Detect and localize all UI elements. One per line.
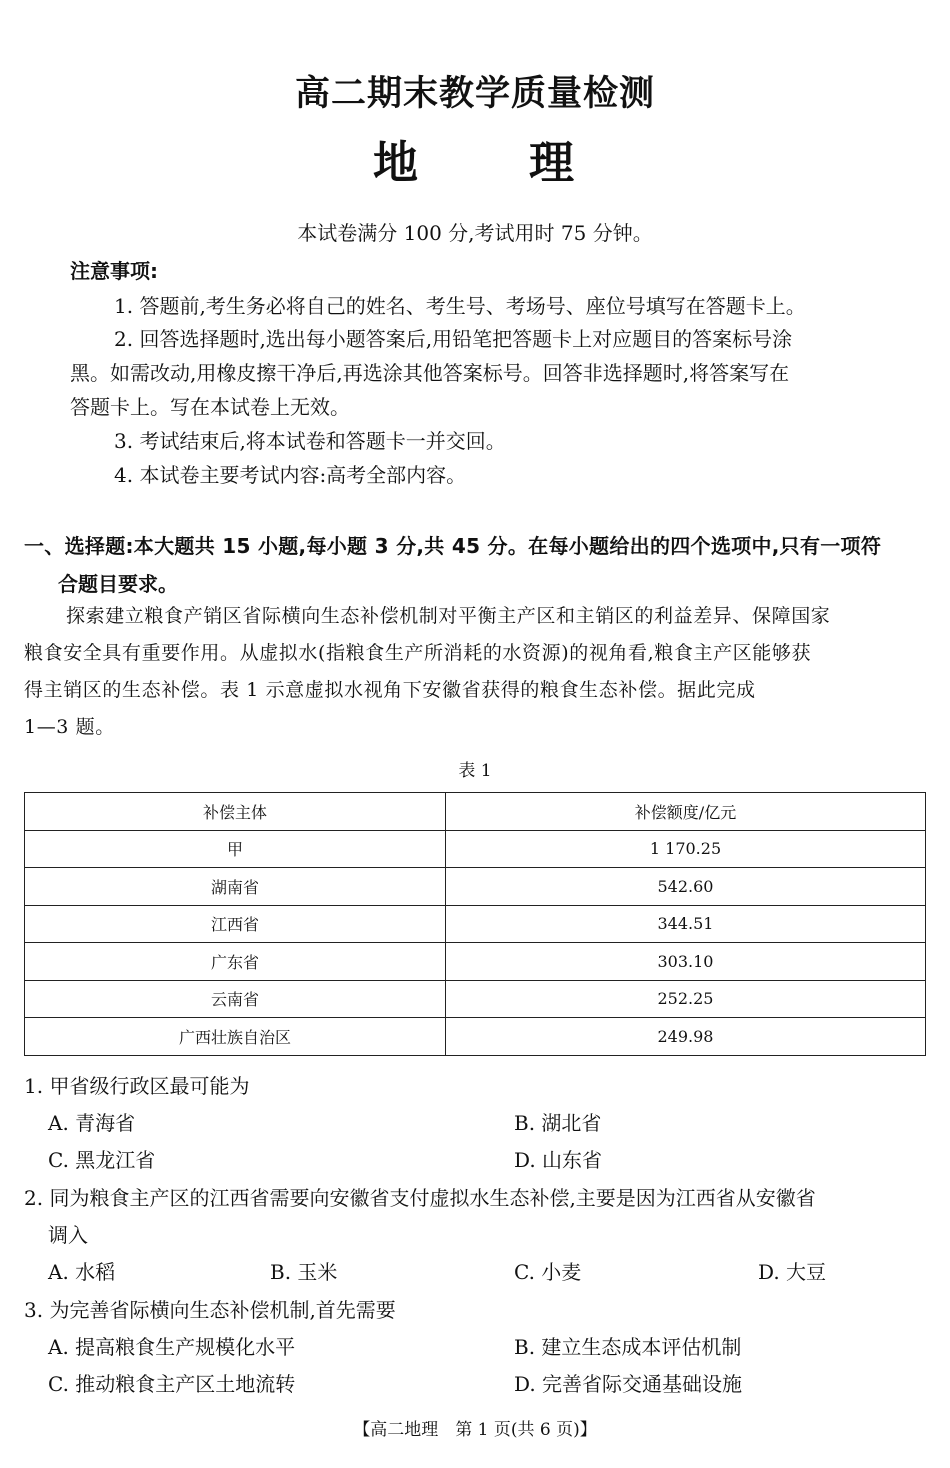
note-item-2-line-3: 答题卡上。写在本试卷上无效。 <box>70 395 350 419</box>
question-1-option-b: B. 湖北省 <box>514 1111 602 1135</box>
section-heading-line-2: 合题目要求。 <box>58 572 178 596</box>
table-header-amount: 补偿额度/亿元 <box>446 793 926 831</box>
passage-line-1: 探索建立粮食产销区省际横向生态补偿机制对平衡主产区和主销区的利益差异、保障国家 <box>66 605 831 627</box>
subject-title-char-2: 理 <box>529 136 575 189</box>
table-cell-amount: 249.98 <box>446 1018 926 1056</box>
passage-line-3: 得主销区的生态补偿。表 1 示意虚拟水视角下安徽省获得的粮食生态补偿。据此完成 <box>24 679 756 701</box>
table-row <box>25 830 926 868</box>
question-1-option-d: D. 山东省 <box>514 1148 603 1172</box>
question-2-stem-line-2: 调入 <box>48 1223 88 1247</box>
question-2-option-c: C. 小麦 <box>514 1260 582 1284</box>
table-cell-subject: 广西壮族自治区 <box>25 1018 446 1056</box>
table-cell-subject: 湖南省 <box>25 868 446 906</box>
table-row <box>25 868 926 906</box>
question-2-option-d: D. 大豆 <box>758 1260 827 1284</box>
table-cell-amount: 252.25 <box>446 980 926 1018</box>
note-item-2-line-1: 2. 回答选择题时,选出每小题答案后,用铅笔把答题卡上对应题目的答案标号涂 <box>114 327 793 351</box>
table-header-subject: 补偿主体 <box>25 793 446 831</box>
exam-title: 高二期末教学质量检测 <box>294 74 655 114</box>
table-cell-subject: 广东省 <box>25 943 446 981</box>
note-item-4: 4. 本试卷主要考试内容:高考全部内容。 <box>114 463 467 487</box>
table-cell-amount: 344.51 <box>446 905 926 943</box>
table-cell-amount: 303.10 <box>446 943 926 981</box>
table-row <box>25 943 926 981</box>
table-cell-amount: 542.60 <box>446 868 926 906</box>
note-item-3: 3. 考试结束后,将本试卷和答题卡一并交回。 <box>114 429 506 453</box>
table-row <box>25 1018 926 1056</box>
table-cell-subject: 江西省 <box>25 905 446 943</box>
question-2-stem-line-1: 2. 同为粮食主产区的江西省需要向安徽省支付虚拟水生态补偿,主要是因为江西省从安徽省 <box>24 1186 816 1210</box>
question-2-option-a: A. 水稻 <box>48 1260 116 1284</box>
page-footer: 【高二地理 第 1 页(共 6 页)】 <box>353 1420 597 1440</box>
table-caption: 表 1 <box>458 761 492 781</box>
question-1-stem: 1. 甲省级行政区最可能为 <box>24 1074 250 1098</box>
exam-intro: 本试卷满分 100 分,考试用时 75 分钟。 <box>297 221 653 245</box>
table-cell-amount: 1 170.25 <box>446 830 926 868</box>
note-item-1: 1. 答题前,考生务必将自己的姓名、考生号、考场号、座位号填写在答题卡上。 <box>114 294 806 318</box>
subject-title-char-1: 地 <box>373 136 419 189</box>
question-3-stem: 3. 为完善省际横向生态补偿机制,首先需要 <box>24 1298 396 1322</box>
passage-line-4: 1—3 题。 <box>24 716 115 738</box>
table-row <box>25 980 926 1018</box>
question-1-option-a: A. 青海省 <box>48 1111 136 1135</box>
table-row <box>25 905 926 943</box>
question-2-option-b: B. 玉米 <box>270 1260 338 1284</box>
question-3-option-c: C. 推动粮食主产区土地流转 <box>48 1372 296 1396</box>
section-heading-line-1: 一、选择题:本大题共 15 小题,每小题 3 分,共 45 分。在每小题给出的四个选项中,只有一项符 <box>24 534 882 558</box>
compensation-table <box>24 792 926 1056</box>
table-header-row <box>25 793 926 831</box>
question-1-option-c: C. 黑龙江省 <box>48 1148 156 1172</box>
question-3-option-b: B. 建立生态成本评估机制 <box>514 1335 742 1359</box>
table-cell-subject: 云南省 <box>25 980 446 1018</box>
note-item-2-line-2: 黑。如需改动,用橡皮擦干净后,再选涂其他答案标号。回答非选择题时,将答案写在 <box>70 361 790 385</box>
passage-line-2: 粮食安全具有重要作用。从虚拟水(指粮食生产所消耗的水资源)的视角看,粮食主产区能够获 <box>24 642 812 664</box>
notes-heading: 注意事项: <box>70 259 158 283</box>
question-3-option-a: A. 提高粮食生产规模化水平 <box>48 1335 296 1359</box>
table-cell-subject: 甲 <box>25 830 446 868</box>
question-3-option-d: D. 完善省际交通基础设施 <box>514 1372 743 1396</box>
